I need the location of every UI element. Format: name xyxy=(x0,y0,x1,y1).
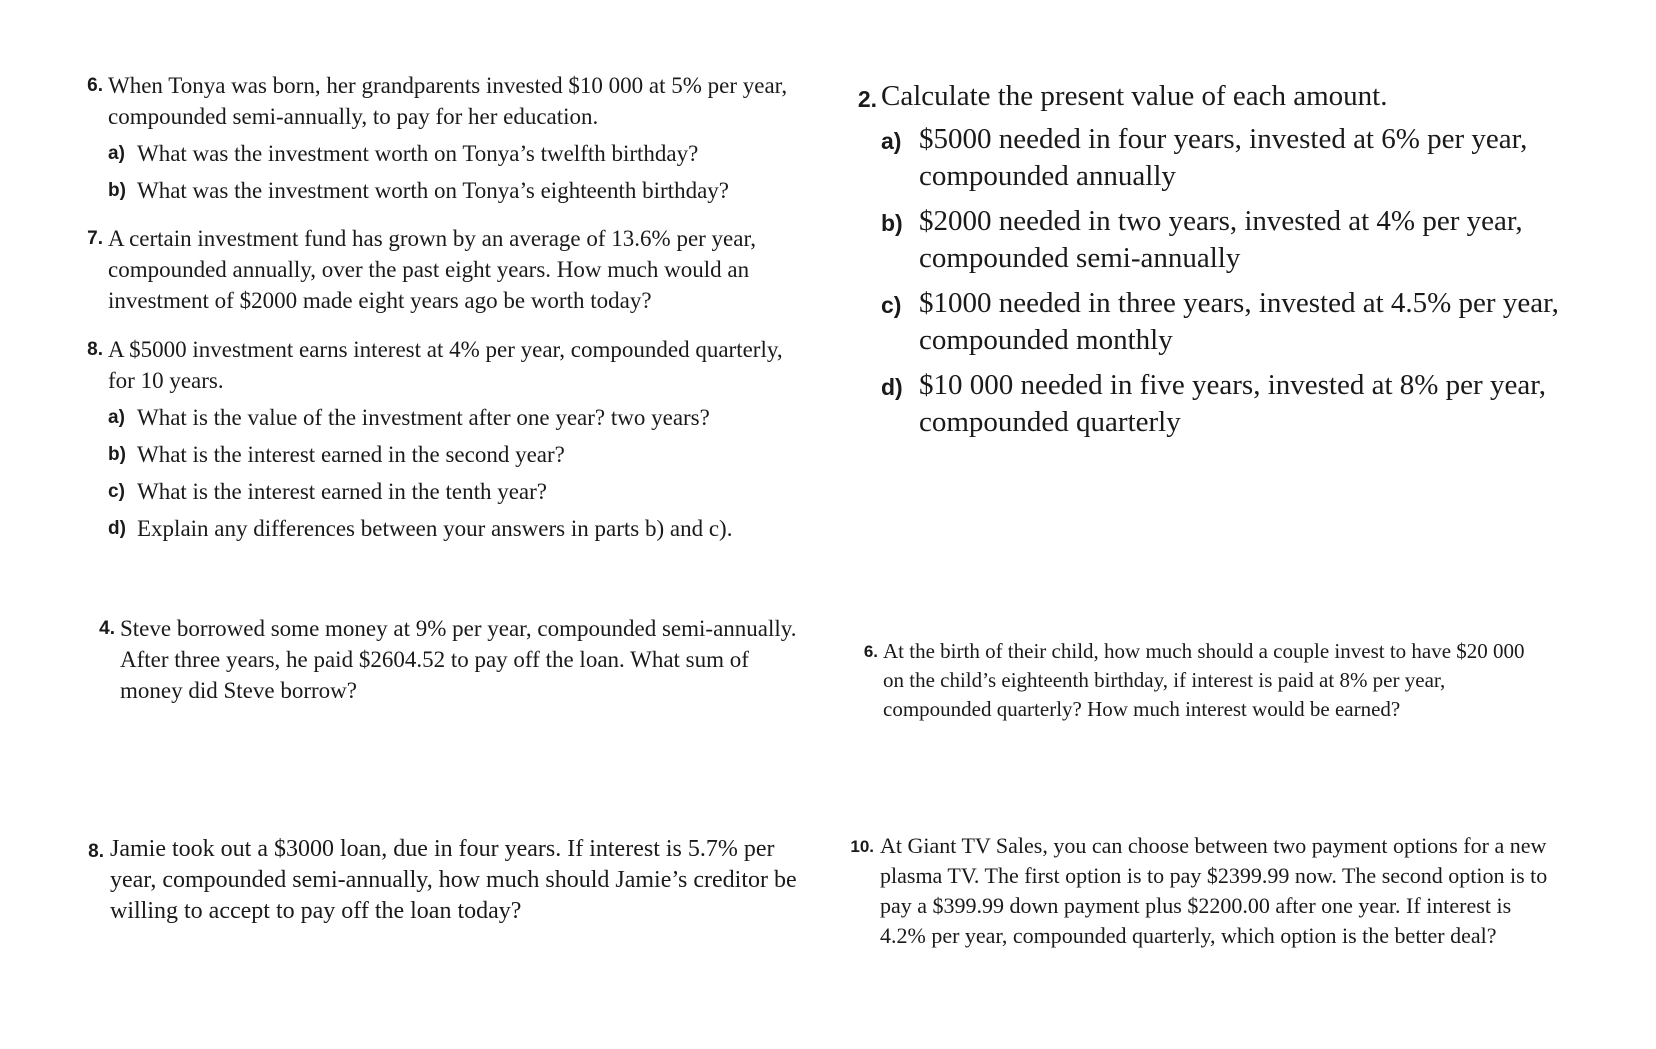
problem-4-loan-borrowed xyxy=(99,613,800,706)
part-text: What is the interest earned in the tenth year? xyxy=(137,479,547,504)
problem-number: 10. xyxy=(850,837,874,856)
part-text: What is the value of the investment after one year? two years? xyxy=(137,405,710,430)
problem-stem: At Giant TV Sales, you can choose between two payment options for a new plasma TV. The first option is to pay $2399.99 now. The second option is to pay a $399.99 down payment plus $2200.00 after one year. If interest is 4.2% per year, compounded quarterly, which option is the better deal? xyxy=(880,833,1548,948)
problem-part-b xyxy=(108,439,808,470)
problem-number: 8. xyxy=(87,339,103,360)
problem-number: 8. xyxy=(88,841,104,862)
problem-8-jamie-loan xyxy=(88,834,810,927)
part-letter: b) xyxy=(108,444,126,465)
problem-number: 6. xyxy=(87,75,103,96)
part-text: $1000 needed in three years, invested at 4.5% per year, compounded monthly xyxy=(919,287,1559,356)
problem-stem: Jamie took out a $3000 loan, due in four years. If interest is 5.7% per year, compounded semi-annually, how much should Jamie’s creditor be willing to accept to pay off the loan today? xyxy=(110,836,797,924)
problem-6-child-investment xyxy=(863,637,1533,724)
part-letter: a) xyxy=(108,143,125,164)
problem-part-b xyxy=(108,175,808,206)
part-text: $2000 needed in two years, invested at 4% per year, compounded semi-annually xyxy=(919,205,1523,274)
part-letter: c) xyxy=(881,292,902,318)
problem-stem: At the birth of their child, how much should a couple invest to have $20 000 on the child’s eighteenth birthday, if interest is paid at 8% per year, compounded quarterly? How much interest would be earned? xyxy=(883,639,1525,721)
problem-8-quarterly-investment xyxy=(87,334,808,544)
problem-6-investment-education xyxy=(87,70,808,206)
problem-number: 4. xyxy=(99,618,115,639)
part-text: What was the investment worth on Tonya’s twelfth birthday? xyxy=(137,141,699,166)
problem-part-d xyxy=(108,513,808,544)
problem-stem: Steve borrowed some money at 9% per year, compounded semi-annually. After three years, he paid $2604.52 to pay off the loan. What sum of money did Steve borrow? xyxy=(120,616,797,703)
problem-part-a xyxy=(108,402,808,433)
problem-number: 7. xyxy=(87,228,103,249)
part-letter: b) xyxy=(881,210,903,236)
problem-stem: A $5000 investment earns interest at 4% per year, compounded quarterly, for 10 years. xyxy=(108,337,783,393)
problem-part-a xyxy=(108,138,808,169)
problem-part-c xyxy=(108,476,808,507)
part-text: Explain any differences between your answers in parts b) and c). xyxy=(137,516,733,541)
problem-part-d xyxy=(881,367,1641,441)
part-letter: c) xyxy=(108,481,125,502)
problem-part-b xyxy=(881,203,1641,277)
part-text: What was the investment worth on Tonya’s eighteenth birthday? xyxy=(137,178,729,203)
part-text: What is the interest earned in the second year? xyxy=(137,442,565,467)
part-letter: d) xyxy=(108,518,126,539)
problem-stem: Calculate the present value of each amount. xyxy=(881,80,1388,112)
problem-part-c xyxy=(881,285,1641,359)
problem-7-investment-fund xyxy=(87,223,808,316)
part-letter: b) xyxy=(108,180,126,201)
problem-2-present-value xyxy=(857,78,1641,441)
problem-10-tv-payment-options xyxy=(850,831,1560,951)
part-letter: d) xyxy=(881,374,903,400)
problem-stem: When Tonya was born, her grandparents invested $10 000 at 5% per year, compounded semi-annually, to pay for her education. xyxy=(108,73,788,129)
problem-number: 6. xyxy=(863,642,878,661)
part-text: $5000 needed in four years, invested at 6% per year, compounded annually xyxy=(919,123,1528,192)
part-letter: a) xyxy=(881,128,902,154)
part-letter: a) xyxy=(108,407,125,428)
problem-stem: A certain investment fund has grown by an average of 13.6% per year, compounded annually, over the past eight years. How much would an investment of $2000 made eight years ago be worth today? xyxy=(108,226,756,313)
problem-part-a xyxy=(881,121,1641,195)
problem-number: 2. xyxy=(857,86,877,112)
part-text: $10 000 needed in five years, invested at 8% per year, compounded quarterly xyxy=(919,369,1546,438)
